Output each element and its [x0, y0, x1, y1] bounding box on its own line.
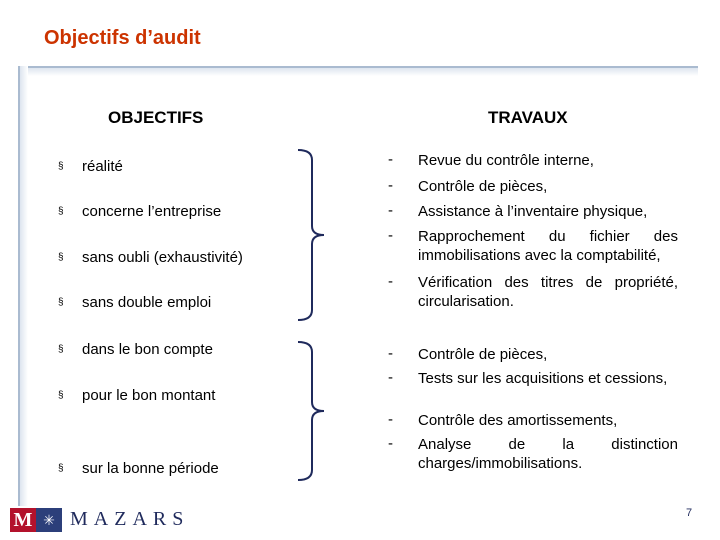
objectives-header: OBJECTIFS: [108, 108, 204, 127]
work-item: - Vérification des titres de propriété, circularisation.: [388, 273, 678, 310]
work-item: - Analyse de la distinction charges/immobilisations.: [388, 435, 678, 472]
objective-item: § sans oubli (exhaustivité): [58, 249, 243, 266]
top-rule: [18, 66, 698, 76]
objective-item: § sur la bonne période: [58, 460, 219, 477]
work-item: - Revue du contrôle interne,: [388, 151, 594, 169]
dash-marker: -: [388, 411, 393, 428]
dash-marker: -: [388, 202, 393, 219]
objective-item: § pour le bon montant: [58, 387, 216, 404]
bullet-marker: §: [58, 463, 64, 474]
dash-marker: -: [388, 273, 393, 290]
bullet-marker: §: [58, 344, 64, 355]
works-header: TRAVAUX: [488, 108, 568, 127]
objective-item: § réalité: [58, 158, 123, 175]
work-item: - Contrôle de pièces,: [388, 345, 548, 363]
dash-marker: -: [388, 369, 393, 386]
page-number: 7: [686, 507, 693, 519]
dash-marker: -: [388, 435, 393, 452]
dash-marker: -: [388, 177, 393, 194]
bullet-marker: §: [58, 252, 64, 263]
dash-marker: -: [388, 151, 393, 168]
bullet-marker: §: [58, 297, 64, 308]
slide-title: Objectifs d’audit: [44, 27, 201, 49]
work-item: - Rapprochement du fichier des immobilisations avec la comptabilité,: [388, 227, 678, 264]
objective-item: § sans double emploi: [58, 294, 212, 311]
bullet-marker: §: [58, 206, 64, 217]
bullet-marker: §: [58, 390, 64, 401]
objective-item: § dans le bon compte: [58, 341, 213, 358]
left-rule: [18, 66, 28, 506]
work-item: - Tests sur les acquisitions et cessions,: [388, 369, 668, 387]
work-item: - Contrôle de pièces,: [388, 177, 548, 195]
logo-letter: M: [10, 508, 36, 532]
logo-wordmark: MAZARS: [70, 508, 190, 530]
objective-item: § concerne l’entreprise: [58, 203, 222, 220]
work-item: - Contrôle des amortissements,: [388, 411, 618, 429]
bullet-marker: §: [58, 161, 64, 172]
star-icon: ✳: [36, 508, 62, 532]
dash-marker: -: [388, 345, 393, 362]
mazars-logo: [10, 508, 62, 532]
brace-group-2-icon: [294, 340, 330, 482]
dash-marker: -: [388, 227, 393, 244]
brace-group-1-icon: [294, 148, 330, 322]
work-item: - Assistance à l’inventaire physique,: [388, 202, 648, 220]
